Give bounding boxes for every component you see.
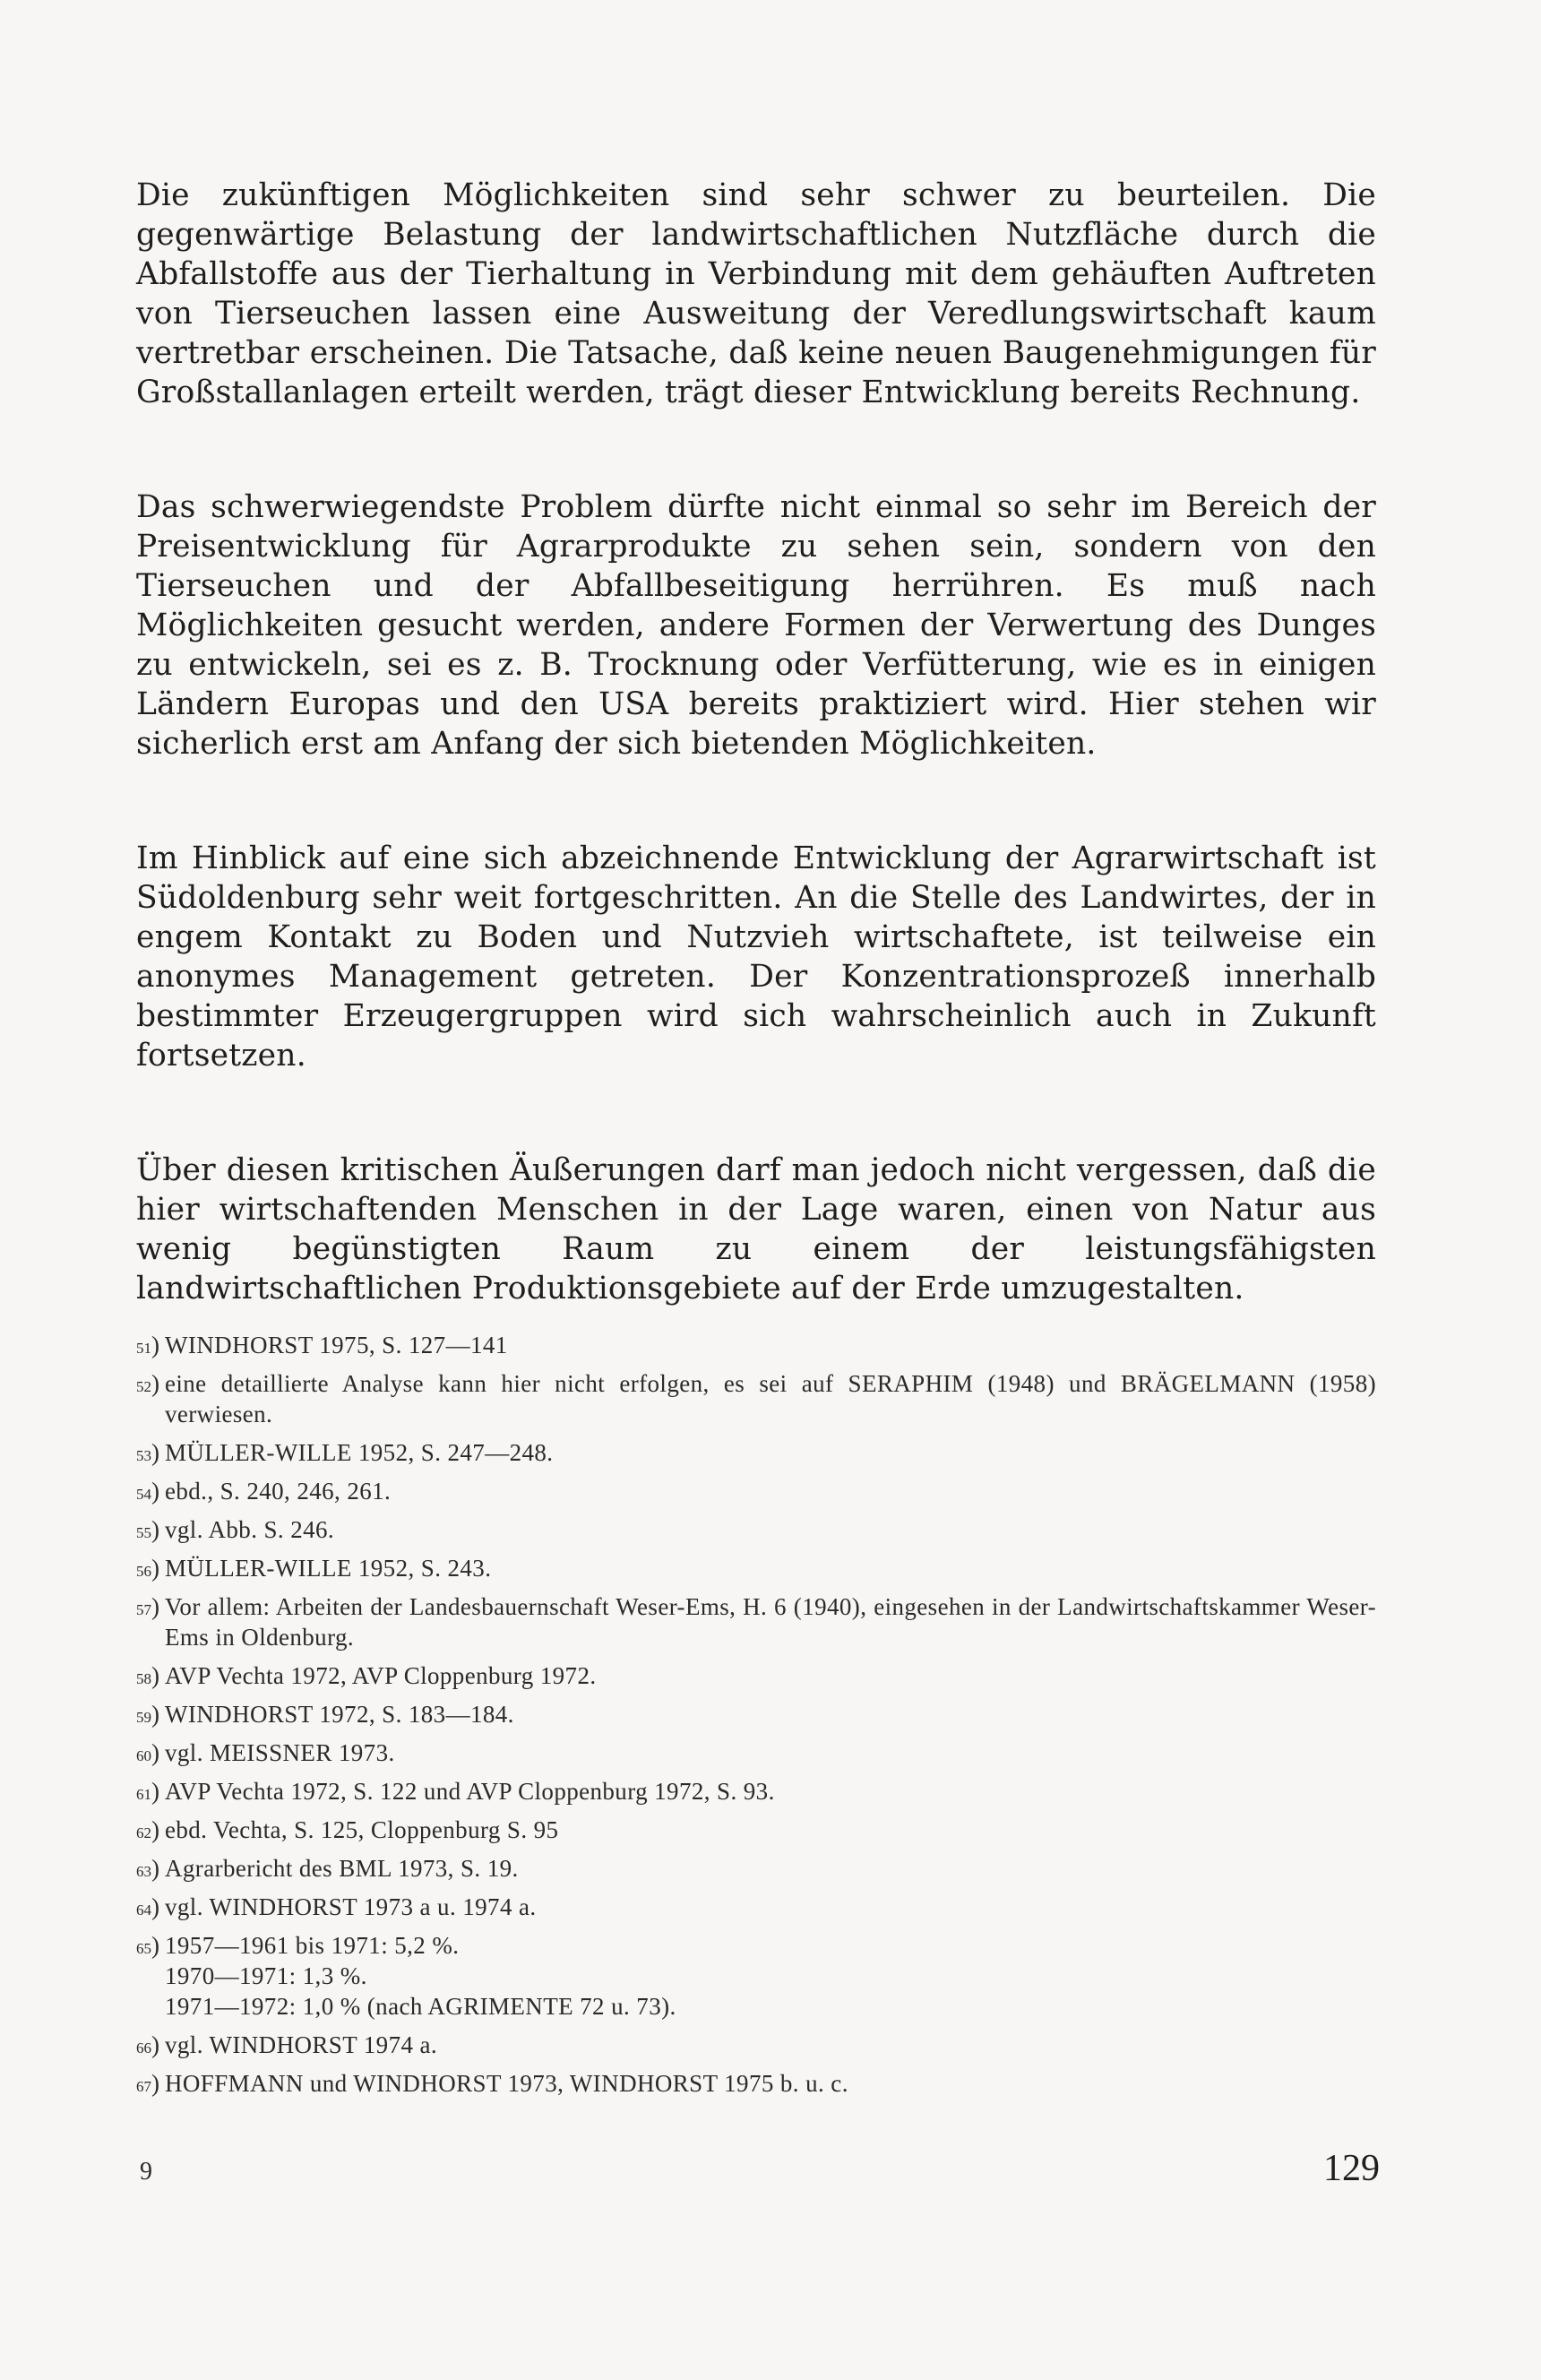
footnote-number: 58 ) bbox=[136, 1660, 159, 1691]
footnote-line: eine detaillierte Analyse kann hier nicht erfolgen, es sei auf SERAPHIM (1948) und BRÄGELMANN (1958) verwiesen. bbox=[165, 1370, 1376, 1427]
footnote-text bbox=[165, 1330, 1376, 1360]
footnote bbox=[136, 1368, 1376, 1429]
footnote-number: 56 ) bbox=[136, 1553, 159, 1583]
page-number: 129 bbox=[1323, 2148, 1380, 2189]
footnote bbox=[136, 1553, 1376, 1583]
footnote-line: MÜLLER-WILLE 1952, S. 247—248. bbox=[165, 1439, 554, 1466]
paragraph: Im Hinblick auf eine sich abzeichnende Entwicklung der Agrarwirtschaft ist Südoldenburg sehr weit fortgeschritten. An die Stelle des Landwirtes, der in engem Kontakt zu Boden und Nutzvieh wirtschaftete, ist teilweise ein anonymes Management getreten. Der Konzentrationsprozeß innerhalb bestimmter Erzeugergruppen wird sich wahrscheinlich auch in Zukunft fortsetzen. bbox=[136, 841, 1376, 1074]
footnote bbox=[136, 1330, 1376, 1360]
footnote-line: 1970—1971: 1,3 %. bbox=[165, 1962, 367, 1989]
footnote bbox=[136, 1853, 1376, 1884]
body-text bbox=[136, 176, 1376, 1384]
footnote-number: 54 ) bbox=[136, 1476, 159, 1506]
footnote-text bbox=[165, 1660, 1376, 1691]
footnote bbox=[136, 1892, 1376, 1922]
footnote-text bbox=[165, 2068, 1376, 2099]
footnote-number: 51 ) bbox=[136, 1330, 159, 1360]
footnote-number: 55 ) bbox=[136, 1514, 159, 1545]
footnote bbox=[136, 2030, 1376, 2060]
footnote-number: 67 ) bbox=[136, 2068, 159, 2099]
footnote-line: vgl. WINDHORST 1973 a u. 1974 a. bbox=[165, 1893, 537, 1920]
footnote-number: 63 ) bbox=[136, 1853, 159, 1884]
footnote-line: WINDHORST 1975, S. 127—141 bbox=[165, 1332, 508, 1358]
paragraph: Das schwerwiegendste Problem dürfte nicht einmal so sehr im Bereich der Preisentwicklung für Agrarprodukte zu sehen sein, sondern von den Tierseuchen und der Abfallbeseitigung herrühren. Es muß nach Möglichkeiten gesucht werden, andere Formen der Verwertung des Dunges zu entwickeln, sei es z. B. Trocknung oder Verfütterung, wie es in einigen Ländern Europas und den USA bereits praktiziert wird. Hier stehen wir sicherlich erst am Anfang der sich bietenden Möglichkeiten. bbox=[136, 489, 1376, 762]
footnote-number: 52 ) bbox=[136, 1368, 159, 1429]
footnote-line: ebd. Vechta, S. 125, Cloppenburg S. 95 bbox=[165, 1816, 559, 1843]
footnote bbox=[136, 1591, 1376, 1652]
footnote bbox=[136, 1476, 1376, 1506]
footnote-text bbox=[165, 1553, 1376, 1583]
paragraph: Über diesen kritischen Äußerungen darf man jedoch nicht vergessen, daß die hier wirtschaftenden Menschen in der Lage waren, einen von Natur aus wenig begünstigten Raum zu einem der leistungsfähigsten landwirtschaftlichen Produktionsgebiete auf der Erde umzugestalten. bbox=[136, 1152, 1376, 1306]
footnote-line: 1957—1961 bis 1971: 5,2 %. bbox=[165, 1932, 460, 1959]
footnote-number: 61 ) bbox=[136, 1776, 159, 1807]
footnote-line: WINDHORST 1972, S. 183—184. bbox=[165, 1701, 514, 1728]
footnote-line: Agrarbericht des BML 1973, S. 19. bbox=[165, 1855, 519, 1882]
footnote-number: 57 ) bbox=[136, 1591, 159, 1652]
footnote bbox=[136, 1776, 1376, 1807]
footnote-text bbox=[165, 1476, 1376, 1506]
footnote-line: AVP Vechta 1972, S. 122 und AVP Cloppenburg 1972, S. 93. bbox=[165, 1778, 775, 1805]
footnote bbox=[136, 1738, 1376, 1768]
footnote-line: vgl. WINDHORST 1974 a. bbox=[165, 2031, 438, 2058]
footnote-number: 60 ) bbox=[136, 1738, 159, 1768]
footnote-text bbox=[165, 1853, 1376, 1884]
footnote-text bbox=[165, 1738, 1376, 1768]
footnote-text bbox=[165, 1437, 1376, 1468]
footnote-text bbox=[165, 1815, 1376, 1845]
footnote-line: vgl. MEISSNER 1973. bbox=[165, 1739, 395, 1766]
footnote bbox=[136, 1660, 1376, 1691]
footnote-text bbox=[165, 1930, 1376, 2022]
footnote-number: 62 ) bbox=[136, 1815, 159, 1845]
footnote-text bbox=[165, 2030, 1376, 2060]
footnote-number: 65 ) bbox=[136, 1930, 159, 2022]
footnote-line: Vor allem: Arbeiten der Landesbauernschaft Weser-Ems, H. 6 (1940), eingesehen in der Landwirtschaftskammer Weser-Ems in Oldenburg. bbox=[165, 1593, 1376, 1651]
footnote-text bbox=[165, 1591, 1376, 1652]
footnote bbox=[136, 1815, 1376, 1845]
footnote-line: MÜLLER-WILLE 1952, S. 243. bbox=[165, 1555, 492, 1582]
footnote-number: 66 ) bbox=[136, 2030, 159, 2060]
footnote-line: 1971—1972: 1,0 % (nach AGRIMENTE 72 u. 73). bbox=[165, 1993, 676, 2020]
footnote-line: ebd., S. 240, 246, 261. bbox=[165, 1478, 392, 1505]
footnote-number: 59 ) bbox=[136, 1699, 159, 1729]
footnote bbox=[136, 2068, 1376, 2099]
footnote-line: AVP Vechta 1972, AVP Cloppenburg 1972. bbox=[165, 1662, 597, 1689]
footnote-line: HOFFMANN und WINDHORST 1973, WINDHORST 1975 b. u. c. bbox=[165, 2070, 848, 2097]
footnote-number: 53 ) bbox=[136, 1437, 159, 1468]
footnote bbox=[136, 1437, 1376, 1468]
footnotes bbox=[136, 1330, 1376, 2107]
sheet-mark: 9 bbox=[140, 2158, 152, 2186]
footnote-line: vgl. Abb. S. 246. bbox=[165, 1516, 335, 1543]
footnote-text bbox=[165, 1892, 1376, 1922]
footnote-text bbox=[165, 1776, 1376, 1807]
footnote-text bbox=[165, 1514, 1376, 1545]
footnote-text bbox=[165, 1368, 1376, 1429]
paragraph: Die zukünftigen Möglichkeiten sind sehr schwer zu beurteilen. Die gegenwärtige Belastung der landwirtschaftlichen Nutzfläche durch die Abfallstoffe aus der Tierhaltung in Verbindung mit dem gehäuften Auftreten von Tierseuchen lassen eine Ausweitung der Veredlungswirtschaft kaum vertretbar erscheinen. Die Tatsache, daß keine neuen Baugenehmigungen für Großstallanlagen erteilt werden, trägt dieser Entwicklung bereits Rechnung. bbox=[136, 177, 1376, 410]
footnote-text bbox=[165, 1699, 1376, 1729]
footnote bbox=[136, 1699, 1376, 1729]
footnote-number: 64 ) bbox=[136, 1892, 159, 1922]
footnote bbox=[136, 1930, 1376, 2022]
footnote bbox=[136, 1514, 1376, 1545]
